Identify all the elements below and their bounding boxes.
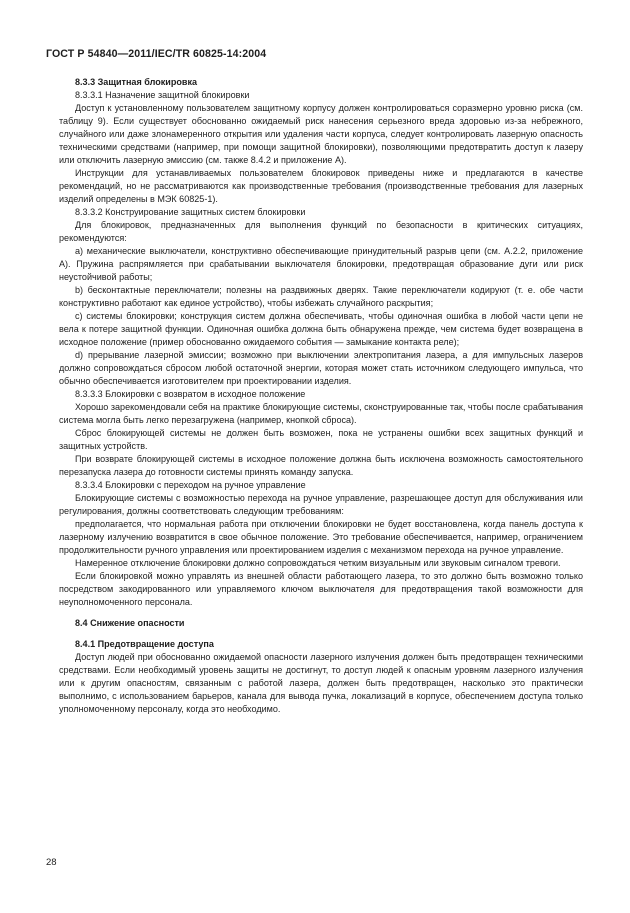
section-heading-8-3-3: 8.3.3 Защитная блокировка — [75, 77, 198, 87]
paragraph: Хорошо зарекомендовали себя на практике блокирующие системы, сконструированные так, чтобы после срабатывания система могла быть легко перезагружена (например, кнопкой сброса). — [59, 402, 583, 425]
paragraph: Намеренное отключение блокировки должно сопровождаться четким визуальным или звуковым сигналом тревоги. — [75, 558, 561, 568]
paragraph: Доступ людей при обоснованно ожидаемой опасности лазерного излучения должен быть предотвращен техническими средствами. Если необходимый уровень защиты не достигнут, то доступ людей к опасным уровням лазерного излучения или к другим опасностям, связанным с работой лазера, должен быть предотвращен, насколько это практически выполнимо, с использованием барьеров, канала для вывода пучка, локализаций в корпусе, обеспечением доступа только уполномоченному персоналу, когда это необходимо. — [59, 652, 583, 714]
subsection-heading-8-3-3-4: 8.3.3.4 Блокировки с переходом на ручное управление — [75, 480, 306, 490]
subsection-heading-8-4-1: 8.4.1 Предотвращение доступа — [75, 639, 214, 649]
document-header: ГОСТ Р 54840—2011/IEC/TR 60825-14:2004 — [46, 48, 267, 60]
paragraph: Доступ к установленному пользователем защитному корпусу должен контролироваться соразмерно уровню риска (см. таблицу 9). Если существует обоснованно ожидаемый риск нанесения серьезного вреда здоровью из-за небрежного, случайного или даже злонамеренного открытия или удаления части корпуса, следует контролировать лазерную опасность техническими средствами (например, при помощи защитной блокировки), позволяющими предотвратить доступ к лазеру или отключить лазерную эмиссию (см. также 8.4.2 и приложение А). — [59, 103, 583, 165]
list-item-c: с) системы блокировки; конструкция систем должна обеспечивать, чтобы одиночная ошибка в любой части цепи не вела к потере защитной функции. Одиночная ошибка должна быть обнаружена прежде, чем система будет возвращена в исходное положение (пример обоснованно ожидаемого события — замыкание контакта реле); — [59, 311, 583, 347]
subsection-heading-8-3-3-1: 8.3.3.1 Назначение защитной блокировки — [75, 90, 250, 100]
section-heading-8-4: 8.4 Снижение опасности — [75, 618, 185, 628]
paragraph: Сброс блокирующей системы не должен быть возможен, пока не устранены ошибки всех защитных функций и защитных устройств. — [59, 428, 583, 451]
subsection-heading-8-3-3-2: 8.3.3.2 Конструирование защитных систем блокировки — [75, 207, 306, 217]
paragraph: предполагается, что нормальная работа при отключении блокировки не будет восстановлена, когда панель доступа к лазерному излучению возвратится в свое обычное положение. Это требование обеспечивается, например, ограничением продолжительности ручного управления или проектированием изделия с механизмом перехода на ручное управление. — [59, 519, 583, 555]
paragraph: Для блокировок, предназначенных для выполнения функций по безопасности в критических ситуациях, рекомендуются: — [59, 220, 583, 243]
subsection-heading-8-3-3-3: 8.3.3.3 Блокировки с возвратом в исходное положение — [75, 389, 306, 399]
list-item-a: а) механические выключатели, конструктивно обеспечивающие принудительный разрыв цепи (см. А.2.2, приложение А). Пружина распрямляется при срабатывании выключателя блокировки, предотвращая образование дуги или риск неустойчивой работы; — [59, 246, 583, 282]
paragraph: Инструкции для устанавливаемых пользователем блокировок приведены ниже и предлагаются в качестве рекомендаций, но не рассматриваются как производственные требования (производственные требования для лазерных изделий определены в МЭК 60825-1). — [59, 168, 583, 204]
list-item-d: d) прерывание лазерной эмиссии; возможно при выключении электропитания лазера, а для импульсных лазеров должно сопровождаться сбросом любой остаточной энергии, которая может стать источником следующего импульса, что обычно обеспечивается изготовителем при проектировании изделия. — [59, 350, 583, 386]
page-number: 28 — [46, 857, 57, 868]
document-body — [59, 76, 583, 716]
list-item-b: b) бесконтактные переключатели; полезны на раздвижных дверях. Такие переключатели кодируют (т. е. обе части конструктивно работают как единое устройство), чтобы избежать случайного раскрытия; — [59, 285, 583, 308]
paragraph: Блокирующие системы с возможностью перехода на ручное управление, разрешающее доступ для обслуживания или регулирования, должны соответствовать следующим требованиям: — [59, 493, 583, 516]
paragraph: Если блокировкой можно управлять из внешней области работающего лазера, то это должно быть возможно только посредством закодированного или управляемого ключом выключателя для предотвращения такой возможности для неуполномоченного персонала. — [59, 571, 583, 607]
paragraph: При возврате блокирующей системы в исходное положение должна быть исключена возможность самостоятельного перезапуска лазера до готовности системы принять команду запуска. — [59, 454, 583, 477]
